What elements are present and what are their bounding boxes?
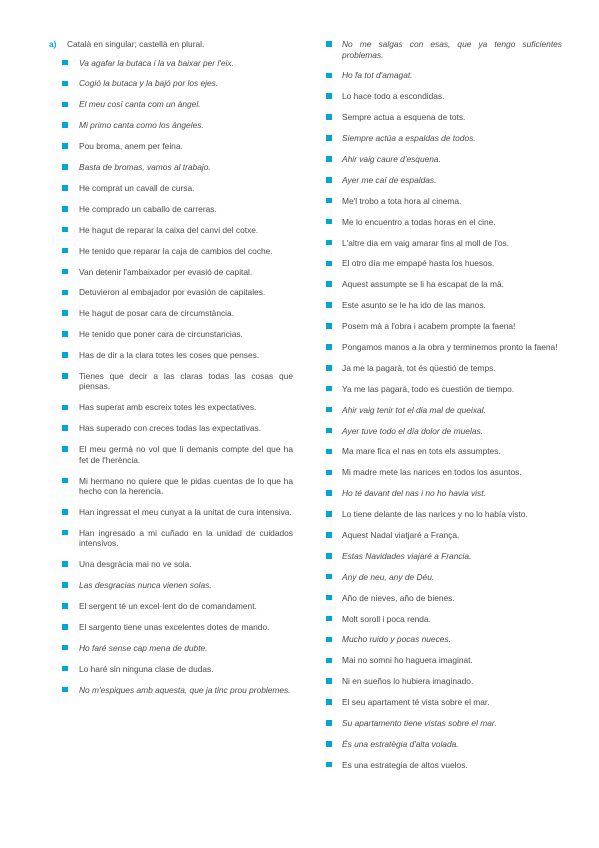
- square-bullet-icon: [62, 666, 68, 672]
- square-bullet-icon: [62, 446, 68, 452]
- list-item: [326, 363, 562, 374]
- square-bullet-icon: [62, 143, 68, 149]
- list-item: [326, 572, 562, 583]
- square-bullet-icon: [326, 449, 332, 455]
- square-bullet-icon: [62, 603, 68, 609]
- square-bullet-icon: [62, 248, 68, 254]
- sentence-text: Año de nieves, año de bienes.: [342, 592, 455, 603]
- list-item: [326, 718, 562, 729]
- square-bullet-icon: [62, 185, 68, 191]
- sentence-text: Una desgràcia mai no ve sola.: [79, 559, 192, 570]
- list-item: [326, 39, 562, 60]
- list-item: [49, 601, 293, 612]
- square-bullet-icon: [62, 227, 68, 233]
- square-bullet-icon: [326, 73, 332, 79]
- square-bullet-icon: [326, 323, 332, 329]
- list-item: [49, 507, 293, 518]
- list-item: [49, 664, 293, 675]
- square-bullet-icon: [326, 741, 332, 747]
- sentence-text: He tenido que poner cara de circunstancias.: [79, 329, 243, 340]
- list-item: [326, 384, 562, 395]
- sentence-text: Han ingressat el meu cunyat a la unitat de cura intensiva.: [79, 506, 292, 517]
- sentence-text: Estas Navidades viajaré a Francia.: [342, 550, 472, 561]
- square-bullet-icon: [62, 373, 68, 379]
- square-bullet-icon: [62, 624, 68, 630]
- sentence-text: Has superat amb escreix totes les expectatives.: [79, 402, 257, 413]
- square-bullet-icon: [326, 470, 332, 476]
- square-bullet-icon: [326, 574, 332, 580]
- square-bullet-icon: [326, 511, 332, 517]
- square-bullet-icon: [326, 490, 332, 496]
- sentence-text: He hagut de posar cara de circumstància.: [79, 308, 235, 319]
- sentence-text: Ayer tuve todo el día dolor de muelas.: [342, 425, 483, 436]
- sentence-text: Ho té davant del nas i no ho havia vist.: [342, 488, 486, 499]
- square-bullet-icon: [326, 219, 332, 225]
- sentence-text: Me lo encuentro a todas horas en el cine.: [342, 216, 496, 227]
- sentence-text: Ahir vaig tenir tot el dia mal de queixal.: [342, 404, 486, 415]
- sentence-text: Su apartamento tiene vistas sobre el mar.: [342, 718, 497, 728]
- sentence-text: El seu apartament té vista sobre el mar.: [342, 697, 490, 708]
- square-bullet-icon: [326, 699, 332, 705]
- square-bullet-icon: [326, 658, 332, 664]
- square-bullet-icon: [326, 553, 332, 559]
- exercise-header: [49, 39, 293, 50]
- sentence-text: Lo hace todo a escondidas.: [342, 91, 445, 102]
- sentence-text: Ni en sueños lo hubiera imaginado.: [342, 676, 474, 687]
- sentence-text: Ja me la pagarà, tot és qüestió de temps.: [342, 362, 496, 373]
- list-item: [326, 697, 562, 708]
- list-item: [326, 655, 562, 666]
- sentence-text: Me'l trobo a tota hora al cinema.: [342, 195, 462, 206]
- list-item: [326, 676, 562, 687]
- sentence-text: Este asunto se le ha ido de las manos.: [342, 300, 486, 311]
- square-bullet-icon: [326, 595, 332, 601]
- list-item: [49, 58, 293, 69]
- sentence-text: Mi hermano no quiere que le pidas cuentas de lo que ha hecho con la herencia.: [79, 475, 293, 497]
- list-item: [326, 426, 562, 437]
- list-item: [326, 70, 562, 81]
- sentence-text: Va agafar la butaca i la va baixar per l'eix.: [79, 57, 234, 68]
- square-bullet-icon: [326, 261, 332, 267]
- sentence-text: Aquest assumpte se li ha escapat de la mà.: [342, 279, 505, 290]
- list-item: [326, 258, 562, 269]
- square-bullet-icon: [62, 425, 68, 431]
- square-bullet-icon: [326, 407, 332, 413]
- sentence-text: He tenido que reparar la caja de cambios del coche.: [79, 245, 273, 256]
- square-bullet-icon: [62, 645, 68, 651]
- list-item: [49, 580, 293, 591]
- list-item: [49, 141, 293, 152]
- sentence-text: Ho faré sense cap mena de dubte.: [79, 642, 208, 653]
- right-column: [326, 39, 562, 781]
- list-item: [49, 559, 293, 570]
- square-bullet-icon: [326, 344, 332, 350]
- square-bullet-icon: [326, 428, 332, 434]
- sentence-text: Ya me las pagará, todo es cuestión de tiempo.: [342, 383, 515, 394]
- square-bullet-icon: [326, 302, 332, 308]
- list-item: [326, 530, 562, 541]
- square-bullet-icon: [326, 365, 332, 371]
- sentence-text: Ho fa tot d'amagat.: [342, 70, 413, 81]
- list-item: [326, 467, 562, 478]
- square-bullet-icon: [62, 122, 68, 128]
- square-bullet-icon: [62, 60, 68, 66]
- sentence-text: He comprat un cavall de cursa.: [79, 182, 195, 193]
- sentence-text: Ahir vaig caure d'esquena.: [342, 153, 441, 164]
- square-bullet-icon: [62, 164, 68, 170]
- square-bullet-icon: [326, 281, 332, 287]
- square-bullet-icon: [62, 310, 68, 316]
- list-item: [326, 217, 562, 228]
- sentence-text: El meu germà no vol que li demanis compte del que ha fet de l'herència.: [79, 444, 293, 465]
- sentence-text: Sempre actua a esquena de tots.: [342, 112, 466, 123]
- sentence-text: Las desgracias nunca vienen solas.: [79, 580, 212, 591]
- sentence-text: El sargento tiene unas excelentes dotes de mando.: [79, 621, 270, 632]
- square-bullet-icon: [326, 678, 332, 684]
- list-item: [326, 279, 562, 290]
- list-item: [326, 614, 562, 625]
- list-item: [326, 154, 562, 165]
- exercise-letter: a): [49, 39, 57, 49]
- square-bullet-icon: [62, 582, 68, 588]
- square-bullet-icon: [62, 561, 68, 567]
- sentence-text: L'altre dia em vaig amarar fins al moll de l'os.: [342, 237, 510, 248]
- list-item: [326, 196, 562, 207]
- square-bullet-icon: [326, 93, 332, 99]
- list-item: [49, 120, 293, 131]
- list-item: [49, 246, 293, 257]
- list-item: [49, 528, 293, 549]
- sentence-text: Mi primo canta como los ángeles.: [79, 120, 204, 131]
- list-item: [326, 488, 562, 499]
- list-item: [49, 287, 293, 298]
- sentence-text: Basta de bromas, vamos al trabajo.: [79, 162, 211, 173]
- list-item: [326, 405, 562, 416]
- list-item: [49, 622, 293, 633]
- list-item: [49, 225, 293, 236]
- sentence-text: Any de neu, any de Déu.: [342, 571, 435, 582]
- square-bullet-icon: [326, 720, 332, 726]
- left-column: [49, 39, 293, 705]
- square-bullet-icon: [62, 290, 68, 296]
- square-bullet-icon: [62, 206, 68, 212]
- square-bullet-icon: [326, 177, 332, 183]
- sentence-text: Cogió la butaca y la bajó por los ejes.: [79, 78, 219, 89]
- list-item: [326, 446, 562, 457]
- list-item: [326, 634, 562, 645]
- sentence-text: Ayer me caí de espaldas.: [342, 174, 437, 185]
- square-bullet-icon: [326, 41, 332, 47]
- sentence-text: Lo haré sin ninguna clase de dudas.: [79, 663, 214, 674]
- list-item: [49, 99, 293, 110]
- list-item: [326, 133, 562, 144]
- square-bullet-icon: [326, 198, 332, 204]
- list-item: [326, 300, 562, 311]
- list-item: [49, 444, 293, 465]
- list-item: [326, 175, 562, 186]
- square-bullet-icon: [62, 530, 68, 536]
- list-item: [49, 78, 293, 89]
- sentence-text: Ma mare fica el nas en tots els assumptes.: [342, 446, 501, 457]
- sentence-text: No m'espiques amb aquesta, que ja tinc prou problemes.: [79, 684, 291, 695]
- sentence-text: Han ingresado a mi cuñado en la unidad de cuidados intensivos.: [79, 527, 293, 549]
- list-item: [49, 423, 293, 434]
- sentence-text: Posem mà a l'obra i acabem prompte la faena!: [342, 321, 516, 332]
- square-bullet-icon: [326, 616, 332, 622]
- list-item: [49, 267, 293, 278]
- sentence-text: No me salgas con esas, que ya tengo suficientes problemas.: [342, 39, 562, 60]
- sentence-text: Mai no somni ho haguera imaginat.: [342, 655, 473, 666]
- sentence-text: És una estratègia d'alta volada.: [342, 738, 459, 749]
- sentence-list-left: [49, 58, 293, 695]
- list-item: [326, 593, 562, 604]
- sentence-text: Mi madre mete las narices en todos los asuntos.: [342, 467, 522, 478]
- square-bullet-icon: [62, 81, 68, 87]
- list-item: [326, 760, 562, 771]
- square-bullet-icon: [62, 478, 68, 484]
- list-item: [326, 321, 562, 332]
- list-item: [49, 350, 293, 361]
- square-bullet-icon: [326, 135, 332, 141]
- square-bullet-icon: [326, 532, 332, 538]
- list-item: [326, 342, 562, 353]
- list-item: [49, 329, 293, 340]
- list-item: [49, 204, 293, 215]
- sentence-text: El meu cosí canta com un àngel.: [79, 99, 201, 110]
- list-item: [49, 402, 293, 413]
- sentence-text: Van detenir l'ambaixador per evasió de capital.: [79, 266, 253, 277]
- square-bullet-icon: [326, 637, 332, 643]
- sentence-text: El sergent té un excel·lent do de comandament.: [79, 600, 257, 611]
- sentence-text: Lo tiene delante de las narices y no lo había visto.: [342, 509, 528, 520]
- list-item: [49, 308, 293, 319]
- square-bullet-icon: [62, 405, 68, 411]
- square-bullet-icon: [62, 102, 68, 108]
- list-item: [326, 91, 562, 102]
- list-item: [49, 476, 293, 497]
- list-item: [326, 112, 562, 123]
- list-item: [326, 509, 562, 520]
- sentence-text: Has superado con creces todas las expectativas.: [79, 423, 262, 434]
- sentence-text: Molt soroll i poca renda.: [342, 613, 431, 624]
- square-bullet-icon: [62, 509, 68, 515]
- sentence-text: He comprado un caballo de carreras.: [79, 203, 217, 214]
- sentence-text: Aquest Nadal viatjaré a França.: [342, 529, 460, 540]
- sentence-text: Tienes que decir a las claras todas las cosas que piensas.: [79, 370, 293, 392]
- sentence-text: Pou broma, anem per feina.: [79, 141, 183, 152]
- square-bullet-icon: [326, 386, 332, 392]
- sentence-text: Es una estrategia de altos vuelos.: [342, 759, 468, 770]
- square-bullet-icon: [62, 352, 68, 358]
- list-item: [49, 183, 293, 194]
- square-bullet-icon: [326, 762, 332, 768]
- sentence-text: He hagut de reparar la caixa del canvi del cotxe.: [79, 224, 259, 235]
- list-item: [49, 643, 293, 654]
- exercise-instruction: Català en singular; castellà en plural.: [67, 39, 205, 49]
- list-item: [326, 238, 562, 249]
- sentence-text: Mucho ruido y pocas nueces.: [342, 634, 451, 645]
- sentence-text: Detuvieron al embajador por evasión de capitales.: [79, 287, 266, 298]
- list-item: [49, 371, 293, 392]
- list-item: [49, 162, 293, 173]
- square-bullet-icon: [62, 331, 68, 337]
- square-bullet-icon: [326, 114, 332, 120]
- sentence-list-right: [326, 39, 562, 770]
- list-item: [326, 739, 562, 750]
- square-bullet-icon: [326, 240, 332, 246]
- sentence-text: Has de dir a la clara totes les coses que penses.: [79, 350, 260, 361]
- list-item: [49, 685, 293, 696]
- square-bullet-icon: [62, 687, 68, 693]
- sentence-text: El otro día me empapé hasta los huesos.: [342, 258, 495, 269]
- square-bullet-icon: [62, 269, 68, 275]
- sentence-text: Pongamos manos a la obra y terminemos pronto la faena!: [342, 341, 558, 352]
- square-bullet-icon: [326, 156, 332, 162]
- sentence-text: Siempre actúa a espaldas de todos.: [342, 133, 476, 144]
- list-item: [326, 551, 562, 562]
